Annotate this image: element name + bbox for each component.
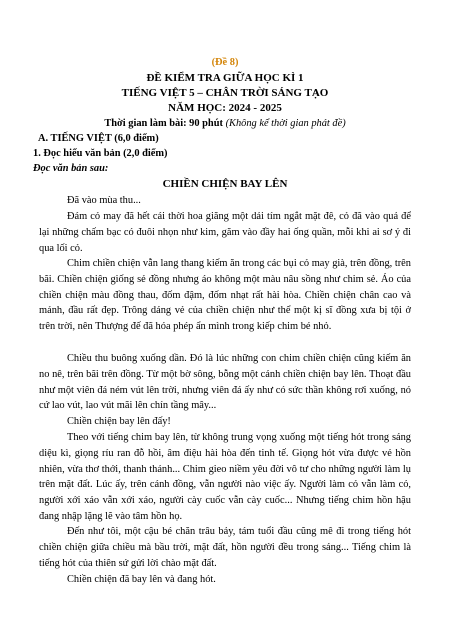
exam-title: ĐỀ KIỂM TRA GIỮA HỌC KÌ 1 — [146, 72, 304, 84]
subject-title: TIẾNG VIỆT 5 – CHÂN TRỜI SÁNG TẠO — [121, 87, 329, 99]
section-a-heading: A. TIẾNG VIỆT (6,0 điểm) — [38, 133, 159, 144]
section-1-heading: 1. Đọc hiểu văn bản (2,0 điểm) — [33, 148, 168, 159]
passage-paragraph: Đến như tôi, một cậu bé chăn trâu bảy, tám tuổi đầu cũng mê đi trong tiếng hót chiền chiện giữa chiều mà bầu trời, mặt đất, hồn người đều trong sáng... Tiếng chim là tiếng hót của thiên sứ gửi lời chào mặt đất. — [39, 526, 411, 569]
reading-instruction: Đọc văn bản sau: — [33, 163, 109, 174]
passage-paragraph: Chim chiền chiện vẫn lang thang kiếm ăn trong các bụi cỏ may già, trên đồng, trên bãi. Chiền chiện giống sẻ đồng nhưng áo không một màu nâu sồng như chim sẻ. Áo của chiền chiện màu đồng thau, đốm đậm, đốm nhạt rất hài hòa. Chiền chiện chân cao và mảnh, đầu rất đẹp. Trông dáng vẻ của chiền chiện như thể một kị sĩ đồng xưa bị tội ở trên trời, nên Thượng đế đã hóa phép ẩn mình trong kiếp chim bé nhỏ. — [39, 258, 411, 333]
time-note: (Không kể thời gian phát đề) — [225, 118, 346, 129]
passage-paragraph: Chiều thu buông xuống dần. Đó là lúc những con chim chiền chiện cũng kiếm ăn no nê, trên bãi trên đồng. Từ một bờ sông, bỗng một cánh chiền chiện bay lên. Thoạt đầu như một viên đá ném vút lên trời, nhưng viên đá ấy như có sức thần không rơi xuống, nó cứ lao vút, lao vút mãi lên chín tầng mây... — [39, 353, 411, 412]
passage-paragraph: Theo với tiếng chim bay lên, từ không trung vọng xuống một tiếng hót trong sáng diệu kì, giọng ríu ran đỗ hồi, âm điệu hài hòa đến tinh tế. Giọng hót vừa được vẻ hồn nhiên, vừa thơ thới, thanh thảnh... Chim gieo niềm yêu đời vô tư cho những người làm lụ trên mặt đất. Lúc ấy, trên cánh đồng, vẫn người nào việc ấy. Người làm cỏ vẫn làm cỏ, người xới xáo vẫn xới xáo, người cày cuốc vẫn cày cuốc... Nhưng tiếng chim hồn hậu đang nhập lặng lẽ vào tâm hồn họ. — [39, 432, 411, 522]
passage-paragraph: Chiền chiện đã bay lên và đang hót. — [67, 574, 216, 585]
passage-paragraph: Chiền chiện bay lên đấy! — [67, 416, 171, 427]
time-label: Thời gian làm bài: 90 phút — [104, 118, 223, 129]
passage-paragraph: Đã vào mùa thu... — [67, 195, 141, 206]
time-line — [0, 117, 450, 130]
school-year: NĂM HỌC: 2024 - 2025 — [168, 102, 282, 114]
passage-title: CHIỀN CHIỆN BAY LÊN — [162, 178, 288, 190]
exam-code: (Đề 8) — [211, 57, 239, 68]
passage-paragraph: Đám cỏ may đã hết cái thời hoa giăng một dải tím ngắt mặt đê, cỏ đã vào quả để lại những chấm bạc có đuôi nhọn như kim, găm vào đầy hai ống quần, mỗi khi ai sơ ý đi qua lối cỏ. — [39, 211, 411, 254]
